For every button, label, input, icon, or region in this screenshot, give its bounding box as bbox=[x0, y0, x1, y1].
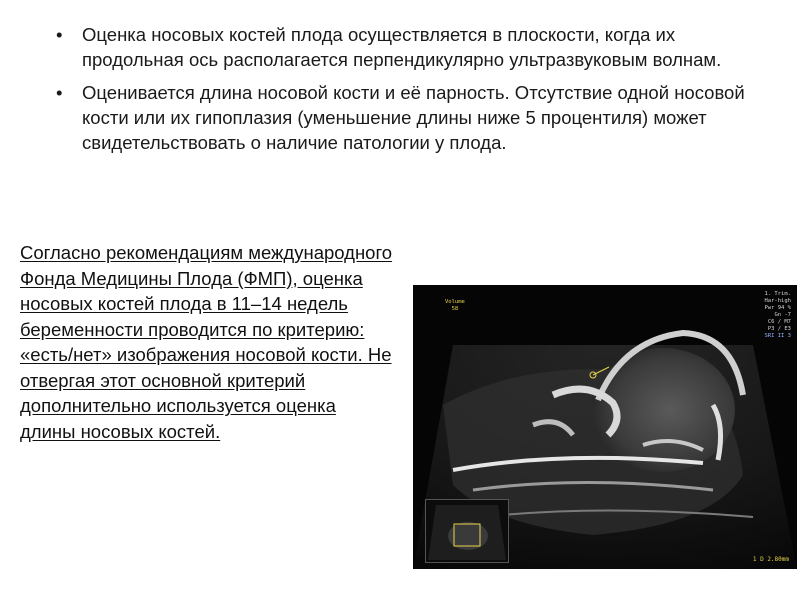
bullet-list bbox=[56, 22, 776, 163]
reference-inset bbox=[425, 499, 509, 563]
bullet-text: Оценивается длина носовой кости и её парность. Отсутствие одной носовой кости или их гипоплазия (уменьшение длины ниже 5 процентиля) может свидетельствовать о наличие патологии у плода. bbox=[82, 82, 745, 153]
measurement-readout: 1 D 2.80mm bbox=[752, 556, 789, 563]
bullet-marker: • bbox=[56, 24, 63, 45]
bullet-item-1 bbox=[56, 22, 776, 72]
bullet-text: Оценка носовых костей плода осуществляется в плоскости, когда их продольная ось располагается перпендикулярно ультразвуковым волнам. bbox=[82, 24, 722, 70]
bullet-item-2 bbox=[56, 80, 776, 155]
bullet-marker: • bbox=[56, 82, 63, 103]
ultrasound-image bbox=[413, 285, 797, 569]
side-note: Согласно рекомендациям международного Фонда Медицины Плода (ФМП), оценка носовых костей плода в 11–14 недель беременности проводится по критерию: «есть/нет» изображения носовой кости. Не отвергая этот основной критерий дополнительно используется оценка длины носовых костей. bbox=[20, 242, 393, 442]
inset-scan bbox=[426, 500, 508, 562]
volume-label: Volume 58 bbox=[445, 299, 465, 312]
scanner-settings: 1. Trim. Har-high Pwr 94 % Gn -7 C6 / M7 P3 / E3 SRI II 3 bbox=[764, 291, 791, 339]
